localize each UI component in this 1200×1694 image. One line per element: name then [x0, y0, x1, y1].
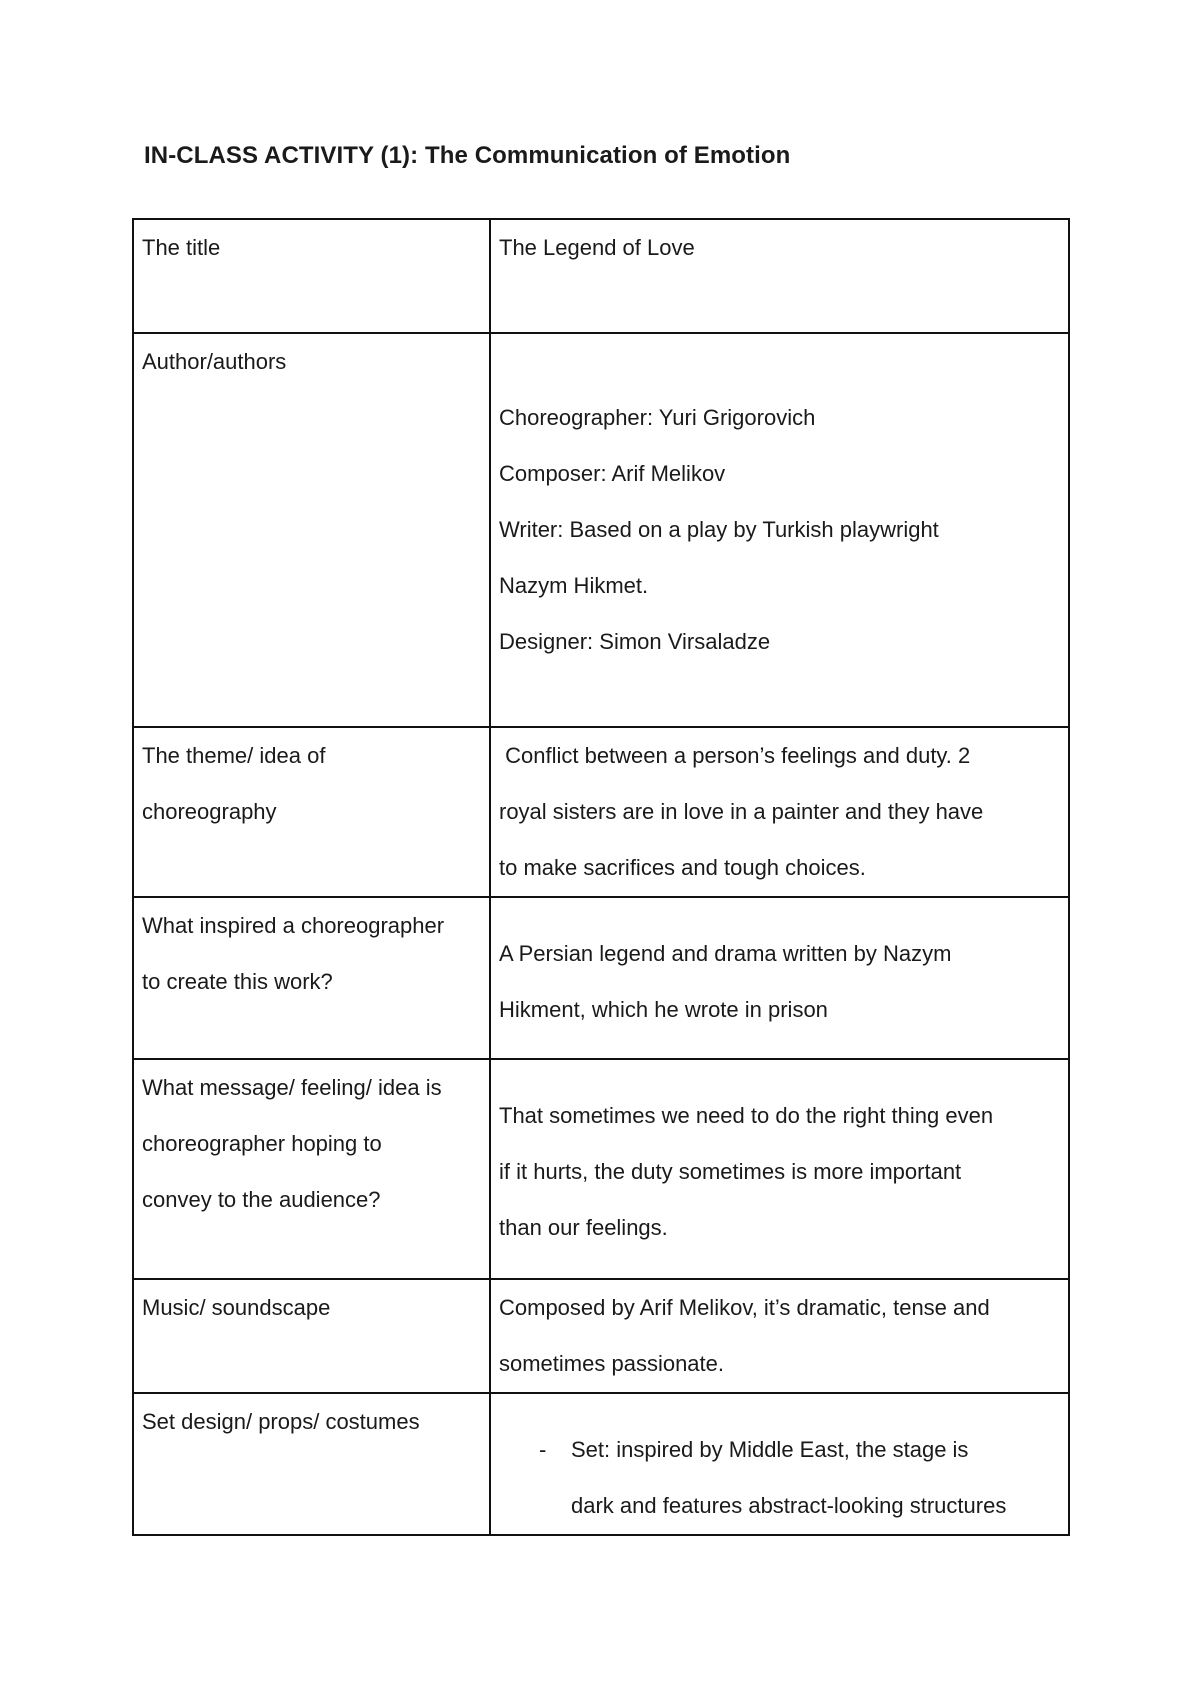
- author-writer-cont: Nazym Hikmet.: [499, 573, 649, 598]
- activity-table: [132, 218, 1070, 1536]
- value-message: That sometimes we need to do the right thing even if it hurts, the duty sometimes is more important than our feelings.: [490, 1059, 1069, 1279]
- table-row-music: [133, 1279, 1069, 1393]
- label-message: What message/ feeling/ idea is choreographer hoping to convey to the audience?: [133, 1059, 490, 1279]
- author-choreographer: Choreographer: Yuri Grigorovich: [499, 405, 816, 430]
- list-item: - Set: inspired by Middle East, the stage is dark and features abstract-looking structures: [499, 1422, 1060, 1534]
- author-writer: Writer: Based on a play by Turkish playwright: [499, 517, 939, 542]
- table-row-authors: [133, 333, 1069, 727]
- page-title: IN-CLASS ACTIVITY (1): The Communication of Emotion: [144, 142, 791, 169]
- value-authors: [490, 333, 1069, 727]
- label-set-design: Set design/ props/ costumes: [133, 1393, 490, 1535]
- table-row-theme: [133, 727, 1069, 897]
- label-theme: The theme/ idea of choreography: [133, 727, 490, 897]
- dash-bullet-icon: -: [539, 1437, 547, 1462]
- author-composer: Composer: Arif Melikov: [499, 461, 726, 486]
- value-music: Composed by Arif Melikov, it’s dramatic, tense and sometimes passionate.: [490, 1279, 1069, 1393]
- value-inspiration: A Persian legend and drama written by Nazym Hikment, which he wrote in prison: [490, 897, 1069, 1059]
- value-title: The Legend of Love: [490, 219, 1069, 333]
- table-row-title: [133, 219, 1069, 333]
- label-authors: Author/authors: [133, 333, 490, 727]
- label-title: The title: [133, 219, 490, 333]
- label-inspiration: What inspired a choreographer to create this work?: [133, 897, 490, 1059]
- author-designer: Designer: Simon Virsaladze: [499, 629, 771, 654]
- table-row-set-design: [133, 1393, 1069, 1535]
- value-theme: Conflict between a person’s feelings and duty. 2 royal sisters are in love in a painter and they have to make sacrifices and tough choices.: [490, 727, 1069, 897]
- table-row-message: [133, 1059, 1069, 1279]
- label-music: Music/ soundscape: [133, 1279, 490, 1393]
- value-set-design: [490, 1393, 1069, 1535]
- table-row-inspiration: [133, 897, 1069, 1059]
